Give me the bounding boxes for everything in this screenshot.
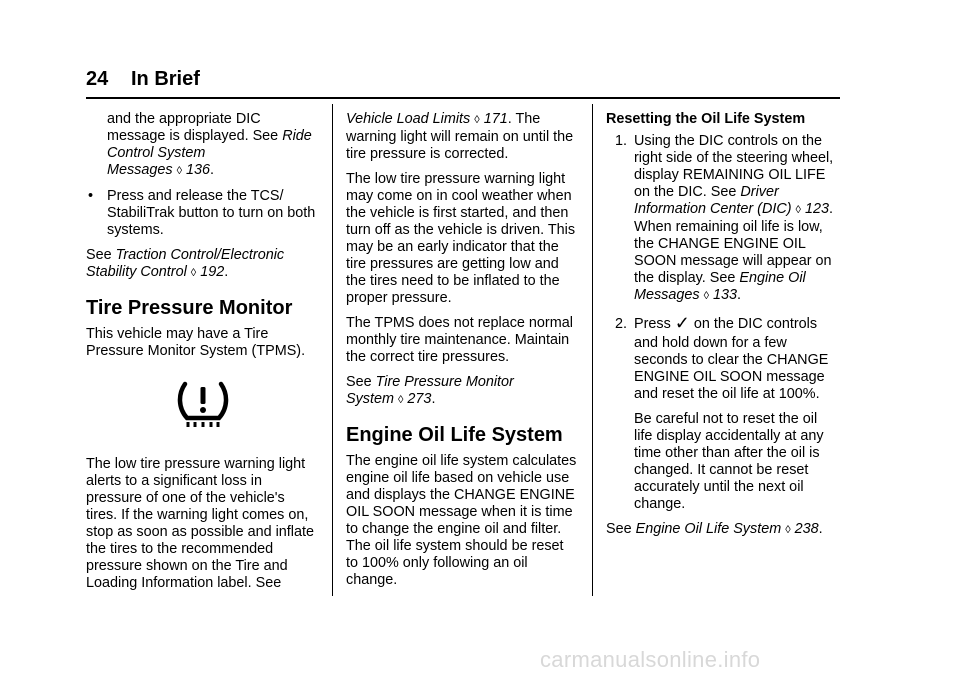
text-line: [346, 374, 586, 391]
xref-link[interactable]: Vehicle Load Limits: [346, 111, 471, 127]
xref-link[interactable]: Engine Oil: [739, 270, 806, 286]
text-line: [634, 184, 846, 201]
text-line: the tires to the recommended: [86, 541, 274, 557]
text-span: on the DIC. See: [634, 184, 741, 200]
text-line: This vehicle may have a Tire: [86, 326, 269, 342]
text-line: Pressure Monitor System (TPMS).: [86, 343, 306, 359]
text-span: . The: [507, 111, 541, 127]
text-line: Stability Control ◊ 192.: [86, 264, 229, 280]
text-line: Loading Information label. See: [86, 575, 282, 591]
text-line: tire pressures are getting low and: [346, 256, 559, 272]
bullet-item: [86, 188, 326, 239]
text-line: Be careful not to reset the oil: [634, 411, 818, 427]
xref-icon: ◊: [176, 165, 183, 177]
intro-paragraph: [86, 326, 326, 360]
text-line: engine oil life based on vehicle use: [346, 470, 570, 486]
text-line: [86, 247, 326, 264]
text-line: life display accidentally at any: [634, 428, 824, 444]
xref-icon: ◊: [397, 394, 404, 406]
text-line: OIL SOON message when it is time: [346, 504, 573, 520]
see-reference: [346, 374, 586, 409]
xref-page[interactable]: 238: [794, 521, 819, 537]
text-line: the tires need to be inflated to the: [346, 273, 560, 289]
text-line: and the appropriate DIC: [107, 111, 261, 127]
text-line: warning light will remain on until the: [346, 129, 574, 145]
xref-link[interactable]: Traction Control/Electronic: [115, 247, 285, 263]
text-line: System ◊ 273.: [346, 391, 436, 407]
checkmark-icon: ✓: [674, 313, 690, 333]
watermark: carmanualsonline.info: [540, 647, 761, 672]
step-number: 1.: [615, 133, 628, 149]
text-line: alerts to a significant loss in: [86, 473, 262, 489]
text-line: The low tire pressure warning light: [346, 171, 566, 187]
xref-page[interactable]: 136: [186, 162, 211, 178]
text-line: Messages ◊ 133.: [634, 287, 742, 303]
text-line: ENGINE OIL SOON message: [634, 369, 825, 385]
caution-paragraph: [634, 411, 846, 513]
step-1: [606, 133, 846, 305]
text-line: [634, 270, 846, 287]
text-line: When remaining oil life is low,: [634, 219, 823, 235]
bullet-icon: •: [88, 188, 94, 204]
tire-pressure-warning-icon: [177, 376, 229, 428]
text-line: display REMAINING OIL LIFE: [634, 167, 826, 183]
column-divider-2: [592, 104, 593, 596]
text-line: accurately until the next oil: [634, 479, 804, 495]
text-line: SOON message will appear on: [634, 253, 832, 269]
text-line: right side of the steering wheel,: [634, 150, 834, 166]
warning-light-paragraph: [86, 456, 326, 592]
text-line: changed. It cannot be reset: [634, 462, 809, 478]
text-line: [346, 111, 586, 129]
text-line: the correct tire pressures.: [346, 349, 510, 365]
xref-page[interactable]: 273: [407, 391, 432, 407]
text-line: The engine oil life system calculates: [346, 453, 577, 469]
xref-icon: ◊: [703, 290, 710, 302]
text-line: pressure shown on the Tire and: [86, 558, 288, 574]
xref-page[interactable]: 123: [804, 201, 829, 217]
xref-link[interactable]: Stability Control: [86, 264, 187, 280]
continued-text: [346, 111, 586, 163]
xref-link[interactable]: System: [346, 391, 394, 407]
text-line: [107, 128, 326, 145]
xref-page[interactable]: 133: [713, 287, 738, 303]
column-divider-1: [332, 104, 333, 596]
column-1: [86, 111, 326, 360]
text-line: [107, 145, 326, 162]
text-span: Press: [634, 316, 675, 332]
text-line: stop as soon as possible and inflate: [86, 524, 315, 540]
text-line: change.: [634, 496, 686, 512]
header-rule: [86, 97, 840, 99]
text-line: [634, 314, 846, 335]
page-number: 24: [86, 68, 109, 90]
continued-text: [86, 111, 326, 180]
text-line: to change the engine oil and filter.: [346, 521, 562, 537]
step-2: [606, 314, 846, 513]
text-span: See: [86, 247, 116, 263]
cool-weather-paragraph: [346, 171, 586, 307]
xref-icon: ◊: [474, 114, 480, 126]
text-line: proper pressure.: [346, 290, 452, 306]
section-heading: Engine Oil Life System: [346, 424, 563, 446]
text-line: the CHANGE ENGINE OIL: [634, 236, 806, 252]
xref-page[interactable]: 171: [483, 111, 508, 127]
text-line: the vehicle is first started, and then: [346, 205, 569, 221]
xref-link[interactable]: Engine Oil Life System: [635, 521, 782, 537]
subheading: Resetting the Oil Life System: [606, 111, 806, 127]
tpms-paragraph: [346, 315, 586, 366]
text-line: and reset the oil life at 100%.: [634, 386, 820, 402]
text-line: monthly tire maintenance. Maintain: [346, 332, 570, 348]
text-span: See: [346, 374, 376, 390]
xref-icon: ◊: [190, 267, 197, 279]
text-line: turn off as the vehicle is driven. This: [346, 222, 576, 238]
xref-link[interactable]: Driver: [740, 184, 779, 200]
text-line: time other than after the oil is: [634, 445, 820, 461]
text-line: The low tire pressure warning light: [86, 456, 306, 472]
text-span: See: [606, 521, 636, 537]
text-line: Information Center (DIC) ◊ 123.: [634, 201, 833, 217]
text-line: change.: [346, 572, 398, 588]
column-2: [346, 111, 586, 589]
text-line: See Engine Oil Life System ◊ 238.: [606, 521, 823, 537]
xref-link[interactable]: Ride: [282, 128, 312, 144]
xref-link[interactable]: Messages: [634, 287, 700, 303]
xref-page[interactable]: 192: [200, 264, 225, 280]
text-line: tire pressure is corrected.: [346, 146, 509, 162]
text-span: message is displayed. See: [107, 128, 283, 144]
text-line: may come on in cool weather when: [346, 188, 572, 204]
text-line: systems.: [107, 222, 164, 238]
text-line: seconds to clear the CHANGE: [634, 352, 829, 368]
see-reference: [606, 521, 846, 539]
xref-link[interactable]: Control System: [107, 145, 206, 161]
xref-link[interactable]: Messages: [107, 162, 173, 178]
text-line: StabiliTrak button to turn on both: [107, 205, 316, 221]
column-3: [606, 111, 846, 539]
text-line: The oil life system should be reset: [346, 538, 564, 554]
text-line: and displays the CHANGE ENGINE: [346, 487, 575, 503]
text-line: The TPMS does not replace normal: [346, 315, 573, 331]
section-title: In Brief: [131, 68, 200, 90]
text-line: to 100% only following an oil: [346, 555, 528, 571]
text-line: may be an early indicator that the: [346, 239, 559, 255]
xref-icon: ◊: [785, 524, 791, 536]
text-span: the display. See: [634, 270, 740, 286]
text-line: Messages ◊ 136.: [107, 162, 215, 178]
text-line: Press and release the TCS/: [107, 188, 284, 204]
xref-link[interactable]: Information Center (DIC): [634, 201, 792, 217]
xref-icon: ◊: [795, 204, 801, 216]
oil-life-paragraph: [346, 453, 586, 589]
xref-link[interactable]: Tire Pressure Monitor: [375, 374, 514, 390]
text-line: pressure of one of the vehicle's: [86, 490, 285, 506]
text-line: Using the DIC controls on the: [634, 133, 822, 149]
see-reference: [86, 247, 326, 282]
text-line: and hold down for a few: [634, 335, 787, 351]
section-heading: Tire Pressure Monitor: [86, 297, 293, 319]
step-number: 2.: [615, 316, 628, 332]
text-span: on the DIC controls: [689, 316, 818, 332]
text-line: tires. If the warning light comes on,: [86, 507, 309, 523]
